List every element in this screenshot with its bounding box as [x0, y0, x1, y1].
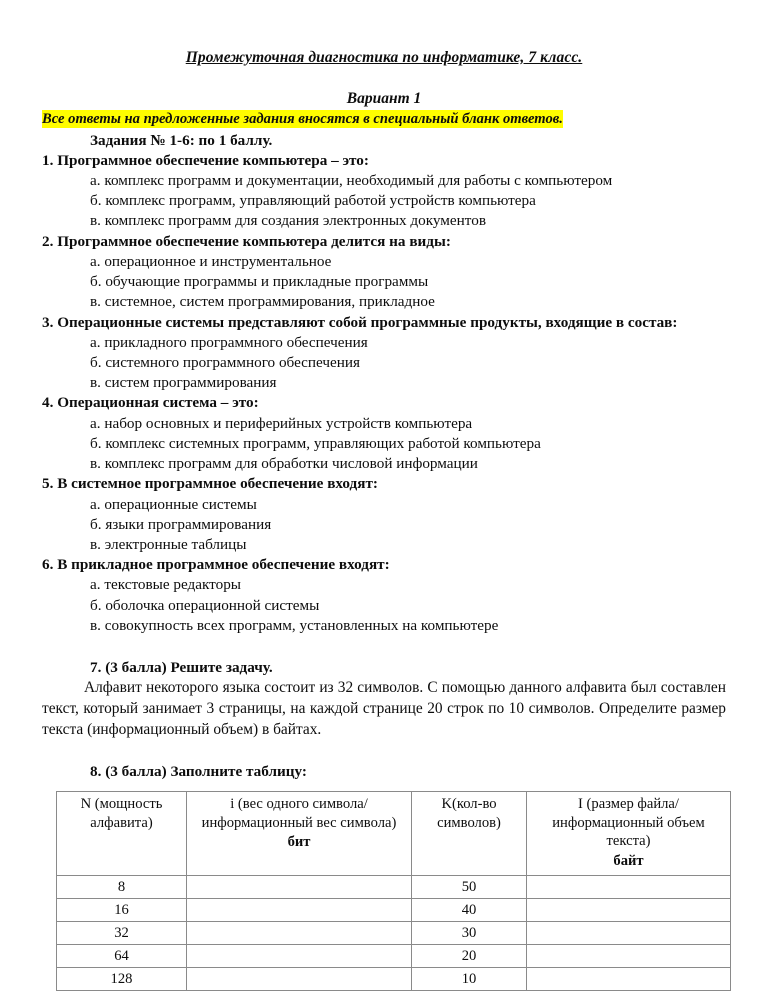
option-b: б. языки программирования: [90, 515, 272, 533]
cell-n: 128: [57, 967, 187, 990]
option-v: в. системное, систем программирования, прикладное: [90, 293, 435, 311]
question-5: [42, 474, 726, 555]
option-a: а. операционное и инструментальное: [90, 252, 332, 270]
option-b: б. оболочка операционной системы: [90, 596, 320, 614]
cell-capital-i[interactable]: [527, 898, 731, 921]
option-b: б. системного программного обеспечения: [90, 353, 361, 371]
document-body: [42, 48, 726, 991]
cell-i[interactable]: [187, 921, 412, 944]
cell-capital-i[interactable]: [527, 921, 731, 944]
option-b: б. комплекс системных программ, управляющих работой компьютера: [90, 434, 541, 452]
task-7: [42, 658, 726, 740]
option-b: б. комплекс программ, управляющий работой устройств компьютера: [90, 192, 536, 210]
cell-capital-i[interactable]: [527, 875, 731, 898]
cell-k: 50: [412, 875, 527, 898]
option-v: в. комплекс программ для создания электронных документов: [90, 212, 486, 230]
question-text: 5. В системное программное обеспечение входят:: [42, 475, 378, 493]
cell-i[interactable]: [187, 875, 412, 898]
task-7-heading: 7. (3 балла) Решите задачу.: [90, 659, 273, 677]
column-header-unit: бит: [287, 834, 311, 851]
question-1: [42, 151, 726, 232]
tasks-scoring-note: Задания № 1-6: по 1 баллу.: [90, 131, 273, 149]
column-header-i: [187, 792, 412, 876]
cell-n: 64: [57, 944, 187, 967]
section-spacer: [42, 740, 726, 762]
question-3: [42, 313, 726, 394]
question-6: [42, 555, 726, 636]
cell-capital-i[interactable]: [527, 967, 731, 990]
notice-highlight: Все ответы на предложенные задания вносятся в специальный бланк ответов.: [42, 110, 563, 127]
option-v: в. электронные таблицы: [90, 535, 247, 553]
table-header-row: [57, 792, 731, 876]
column-header-label: I (размер файла/информационный объем текста): [552, 796, 705, 850]
cell-k: 10: [412, 967, 527, 990]
option-v: в. комплекс программ для обработки числовой информации: [90, 455, 478, 473]
cell-k: 30: [412, 921, 527, 944]
cell-i[interactable]: [187, 898, 412, 921]
fill-in-table: [56, 791, 731, 991]
option-a: а. комплекс программ и документации, необходимый для работы с компьютером: [90, 172, 613, 189]
option-v: в. совокупность всех программ, установленных на компьютере: [90, 616, 499, 634]
page-title: Промежуточная диагностика по информатике, 7 класс.: [185, 49, 583, 66]
option-a: а. операционные системы: [90, 495, 257, 513]
section-spacer: [42, 636, 726, 658]
table-row: [57, 967, 731, 990]
cell-k: 20: [412, 944, 527, 967]
question-2: [42, 232, 726, 313]
option-a: а. текстовые редакторы: [90, 576, 242, 594]
column-header-label: N (мощность алфавита): [80, 796, 163, 831]
option-b: б. обучающие программы и прикладные программы: [90, 273, 429, 291]
question-text: 3. Операционные системы представляют собой программные продукты, входящие в состав:: [42, 313, 678, 331]
cell-capital-i[interactable]: [527, 944, 731, 967]
column-header-k: [412, 792, 527, 876]
table-row: [57, 921, 731, 944]
cell-i[interactable]: [187, 967, 412, 990]
question-text: 4. Операционная система – это:: [42, 394, 259, 412]
cell-n: 16: [57, 898, 187, 921]
table-row: [57, 898, 731, 921]
variant-label: Вариант 1: [346, 90, 422, 108]
question-text: 2. Программное обеспечение компьютера делится на виды:: [42, 232, 451, 250]
question-4: [42, 393, 726, 474]
column-header-capital-i: [527, 792, 731, 876]
question-text: 1. Программное обеспечение компьютера – это:: [42, 151, 369, 169]
table-row: [57, 944, 731, 967]
cell-k: 40: [412, 898, 527, 921]
task-8: [42, 762, 726, 991]
column-header-label: i (вес одного символа/информационный вес символа): [201, 796, 397, 831]
option-a: а. прикладного программного обеспечения: [90, 333, 368, 351]
cell-n: 32: [57, 921, 187, 944]
option-v: в. систем программирования: [90, 374, 277, 392]
table-row: [57, 875, 731, 898]
cell-n: 8: [57, 875, 187, 898]
column-header-unit: байт: [613, 852, 644, 869]
task-7-body: Алфавит некоторого языка состоит из 32 символов. С помощью данного алфавита был составлен текст, который занимает 3 страницы, на каждой странице 20 строк по 10 символов. Определите размер текста (информационный объем) в байтах.: [42, 679, 726, 738]
question-text: 6. В прикладное программное обеспечение входят:: [42, 556, 390, 574]
column-header-label: K(кол-во символов): [437, 796, 501, 831]
option-a: а. набор основных и периферийных устройств компьютера: [90, 414, 473, 432]
cell-i[interactable]: [187, 944, 412, 967]
task-8-heading: 8. (3 балла) Заполните таблицу:: [90, 763, 307, 781]
column-header-n: [57, 792, 187, 876]
answer-sheet-notice: [42, 110, 726, 129]
